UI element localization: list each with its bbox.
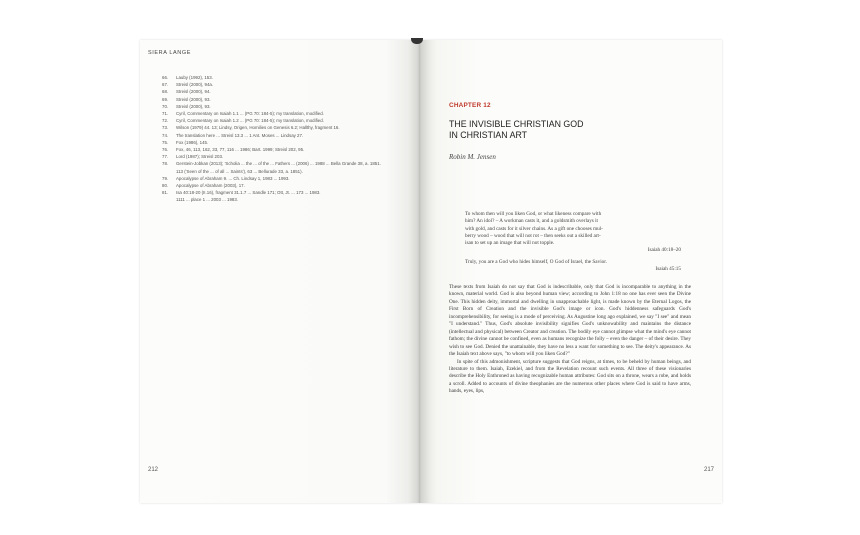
endnote-number: 73.: [162, 125, 169, 131]
endnote-number: [162, 168, 176, 175]
endnote-item: [162, 81, 392, 88]
epigraph: [465, 211, 681, 273]
endnote-item: [162, 196, 392, 203]
endnote-text: Streisl (2000), 93.: [176, 103, 211, 109]
endnote-item: [162, 160, 392, 167]
endnote-text: The translation here ... Streisl 13.3 ... 1 Ant. Moses ... Lindsay 27.: [176, 132, 304, 138]
chapter-author: Robin M. Jensen: [449, 153, 496, 161]
endnote-number: 76.: [162, 147, 169, 153]
epigraph-line: isan to set up an image that will not topple.: [465, 240, 555, 247]
book-gutter: [408, 40, 430, 503]
endnote-text: 1111 ... place 1 ... 2003 ... 1983.: [176, 197, 238, 203]
epigraph-citation-1: Isaiah 40:18–20: [647, 247, 681, 254]
endnote-number: 77.: [162, 154, 169, 160]
endnote-number: 74.: [162, 132, 169, 138]
endnote-item: [162, 96, 392, 103]
body-paragraph-1: These texts from Isaiah do not say that God is indescribable, only that God is incomparable to anything in the known, material world. God is also beyond human view; according to John 1:18 no one has ever seen the Divine One. This hidden deity, immortal and dwelling in unapproachable light, is made known by the Eternal Logos, the First Born of Creation and the invisible God's image or icon. God's hiddenness safeguards God's incomprehensibility, for seeing is a mode of perceiving. As Augustine long ago explained, we say "I see" and mean "I understand." Thus, God's absolute invisibility signifies God's unknowability and maintains the distance (intellectual and physical) between Creator and creation. The bodily eye cannot glimpse what the mind's eye cannot fathom; the divine cannot be confined, even as humans recognize the folly – even the danger – of their desire. They wish to see God. Denied the unattainable, they have no less a want for something to see. The deity's appearance. As the Isaiah text above says, "to whom will you liken God?": [449, 284, 691, 358]
endnote-item: [162, 124, 392, 131]
right-page: [419, 40, 722, 503]
endnote-text: Isa 40:18-20 (II.16), fragment 31.1.7 ... Sandle 171; Ott, Jt. ... 173 ... 1983.: [176, 190, 321, 196]
endnote-number: 71.: [162, 111, 169, 117]
endnote-item: [162, 182, 392, 189]
endnote-text: Wilson (1979) 44. 13; Lindsy, Origen, Homilies on Genesis 6.2; Hallthy, fragment 16.: [176, 125, 340, 131]
endnote-number: [162, 196, 176, 203]
running-head: SIERA LANGE: [148, 50, 191, 56]
epigraph-line: with gold, and casts for it silver chains. As a gift one chooses mul-: [465, 225, 603, 232]
endnote-item: [162, 189, 392, 196]
endnote-number: 72.: [162, 118, 169, 124]
endnote-text: Apocalypse of Abraham (2003), 17.: [176, 183, 245, 189]
epigraph-quote-1: [465, 211, 681, 247]
epigraph-quote-2: Truly, you are a God who hides himself, O God of Israel, the Savior.: [465, 258, 607, 265]
endnote-number: 81.: [162, 190, 169, 196]
endnote-item: [162, 117, 392, 124]
endnotes-list: [162, 74, 392, 204]
endnote-item: [162, 139, 392, 146]
endnote-item: [162, 110, 392, 117]
endnote-text: Cyril, Commentary on Isaiah 1.1 ... (PG 70: 184-5); my translation, modified.: [176, 111, 324, 117]
endnote-number: 75.: [162, 139, 169, 145]
endnote-number: 70.: [162, 103, 169, 109]
endnote-number: 79.: [162, 175, 169, 181]
endnote-text: Gerstein-Jobkan (2013); 'Scholia ... the ... of the ... Fathers ... (2006) ... 1988 ... Bella Grande 38, a. 1851.: [176, 161, 381, 167]
epigraph-citation-2: Isaiah 45:15: [655, 266, 681, 273]
endnote-text: Apocalypse of Abraham 9. ... Ch. Lindsay 1, 1983 ... 1993.: [176, 175, 290, 181]
chapter-title-line-1: THE INVISIBLE CHRISTIAN GOD: [449, 119, 584, 129]
endnote-item: [162, 175, 392, 182]
endnote-item: [162, 132, 392, 139]
body-paragraph-2: In spite of this admonishment, scripture suggests that God reigns, at times, to be beheld by human beings, and literature to them. Isaiah, Ezekiel, and from the Revelation recount such events. All three of these visionaries describe the Holy Enthroned as having recognizable human attributes: God sits on a throne, wears a robe, and holds a scroll. Added to accounts of divine theophanies are the numerous other places where God is said to have arms, hands, eyes, lips,: [449, 358, 691, 395]
endnote-text: Lord (1987); Streisl 203.: [176, 154, 224, 160]
chapter-title-line-2: IN CHRISTIAN ART: [449, 130, 528, 140]
left-page: [140, 40, 419, 503]
chapter-label: CHAPTER 12: [449, 102, 491, 109]
endnote-text: Fox, 46, 113, 162, 33, 77, 116 ... 1986; Bart. 1999; Streisl 202, 95.: [176, 147, 305, 153]
endnote-number: 68.: [162, 89, 169, 95]
page-number-right: 217: [703, 467, 714, 473]
chapter-body: [449, 284, 691, 396]
endnote-item: [162, 146, 392, 153]
endnote-text: Streisl (2000), 94a.: [176, 82, 214, 88]
endnote-number: 67.: [162, 82, 169, 88]
chapter-title: [449, 119, 649, 141]
epigraph-line: berry wood – wood that will not rot – then seeks out a skilled art-: [465, 232, 601, 239]
endnote-item: [162, 88, 392, 95]
epigraph-line: him? An idol? – A workman casts it, and a goldsmith overlays it: [465, 218, 598, 225]
endnote-number: 78.: [162, 161, 169, 167]
endnote-number: 80.: [162, 183, 169, 189]
endnote-number: 69.: [162, 96, 169, 102]
endnote-item: [162, 74, 392, 81]
endnote-text: Lauby (1992), 153.: [176, 75, 213, 80]
epigraph-line: To whom then will you liken God, or what likeness compare with: [465, 211, 602, 217]
endnote-text: Fox (1986), 145.: [176, 139, 209, 145]
endnote-item: [162, 153, 392, 160]
endnote-text: Cyril, Commentary on Isaiah 1.2 ... (PG 70: 184-5); my translation, modified.: [176, 118, 324, 124]
endnote-text: Streisl (2000), 93.: [176, 96, 211, 102]
endnote-text: 113 ('Seen of the ... of all ... Saints'), 63 ... Bellurade 33, a. 1851).: [176, 168, 303, 174]
endnote-item: [162, 168, 392, 175]
endnote-text: Streisl (2000), 94.: [176, 89, 211, 95]
book-spread: [140, 40, 722, 503]
page-number-left: 212: [148, 467, 159, 473]
endnote-number: 66.: [162, 75, 169, 80]
endnote-item: [162, 103, 392, 110]
